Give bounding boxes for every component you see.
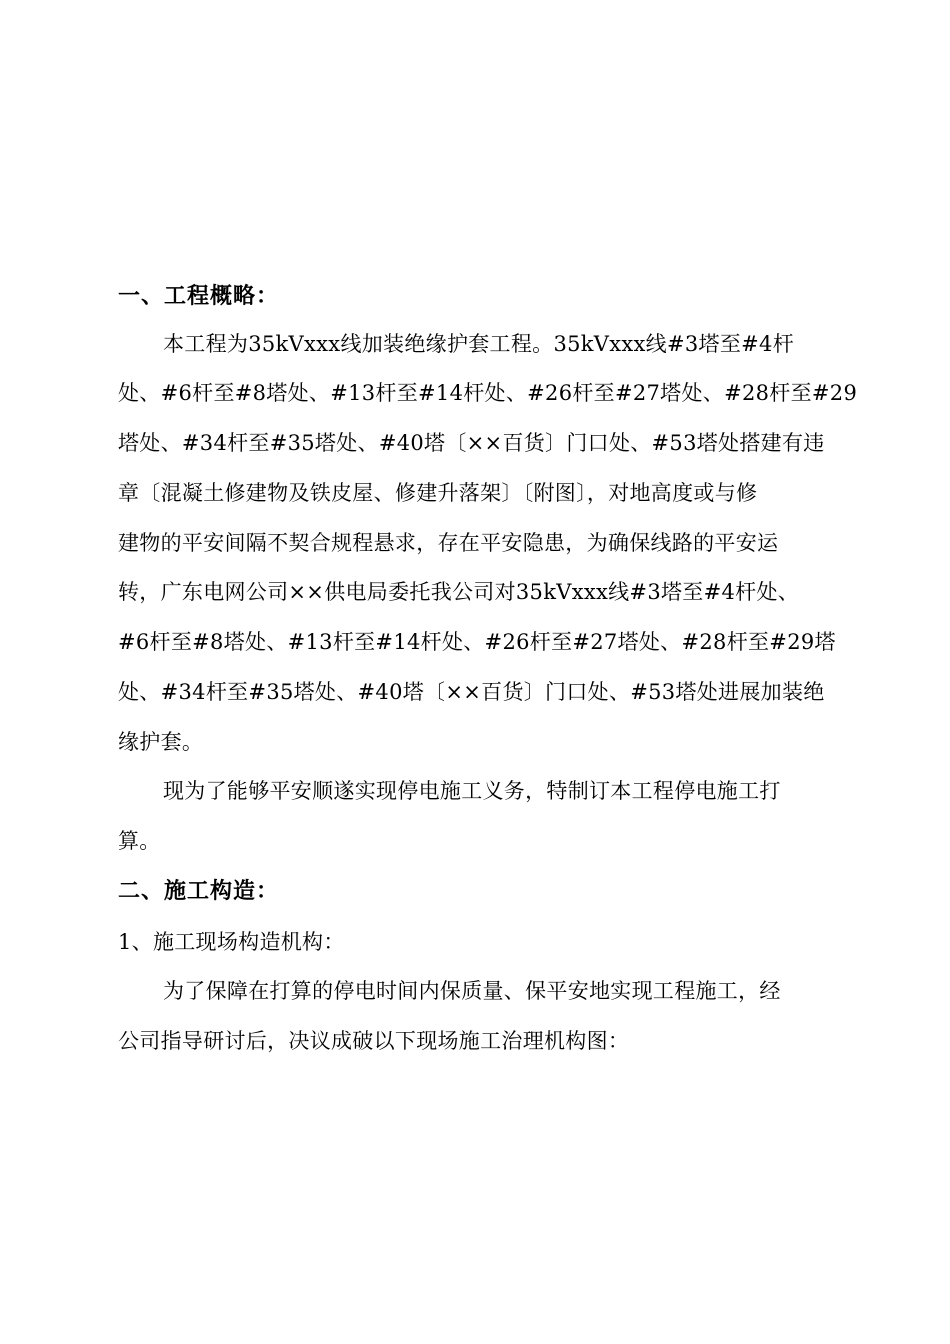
paragraph-line: 算。: [118, 829, 161, 853]
paragraph-line: 转，广东电网公司××供电局委托我公司对35kVxxx线#3塔至#4杆处、: [118, 580, 800, 604]
section2-heading: 二、施工构造：: [118, 879, 280, 904]
paragraph-line: 本工程为35kVxxx线加装绝缘护套工程。35kVxxx线#3塔至#4杆: [163, 332, 794, 356]
paragraph-line: #6杆至#8塔处、#13杆至#14杆处、#26杆至#27塔处、#28杆至#29塔: [118, 630, 836, 654]
paragraph-line: 为了保障在打算的停电时间内保质量、保平安地实现工程施工，经: [163, 979, 781, 1003]
paragraph-line: 塔处、#34杆至#35塔处、#40塔〔××百货〕门口处、#53塔处搭建有违: [118, 431, 825, 455]
paragraph-line: 处、#34杆至#35塔处、#40塔〔××百货〕门口处、#53塔处进展加装绝: [118, 680, 825, 704]
paragraph-line: 缘护套。: [118, 730, 204, 754]
section2-subheading: 1、施工现场构造机构：: [118, 930, 345, 954]
paragraph-line: 章〔混凝土修建物及铁皮屋、修建升落架〕〔附图〕，对地高度或与修: [118, 481, 758, 505]
paragraph-line: 现为了能够平安顺遂实现停电施工义务，特制订本工程停电施工打: [163, 779, 781, 803]
paragraph-line: 建物的平安间隔不契合规程悬求，存在平安隐患，为确保线路的平安运: [118, 531, 779, 555]
paragraph-line: 公司指导研讨后，决议成破以下现场施工治理机构图：: [118, 1029, 630, 1053]
section1-heading: 一、工程概略：: [118, 284, 280, 309]
paragraph-line: 处、#6杆至#8塔处、#13杆至#14杆处、#26杆至#27塔处、#28杆至#29: [118, 381, 858, 405]
